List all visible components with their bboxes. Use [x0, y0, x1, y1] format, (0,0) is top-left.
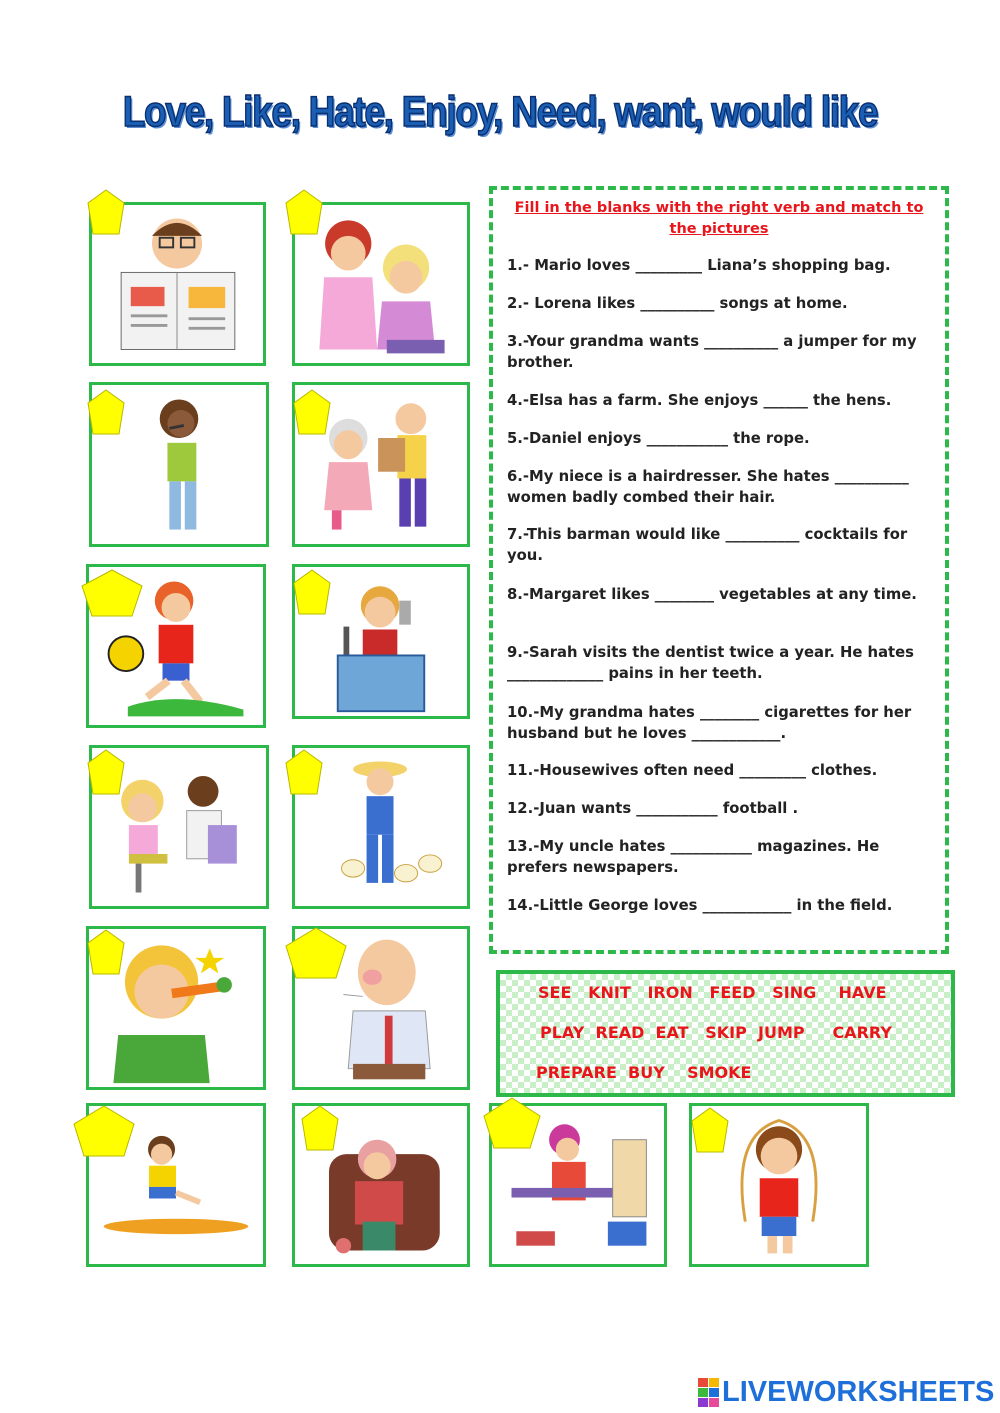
word-bank-line-1: SEE KNIT IRON FEED SING HAVE	[538, 983, 887, 1002]
question-2[interactable]: 2.- Lorena likes __________ songs at home.	[507, 295, 848, 312]
question-9[interactable]: 9.-Sarah visits the dentist twice a year. He hates _____________ pains in her teeth.	[507, 644, 914, 682]
question-7[interactable]: 7.-This barman would like __________ cocktails for you.	[507, 526, 908, 564]
question-12[interactable]: 12.-Juan wants ___________ football .	[507, 800, 799, 817]
answer-marker-12[interactable]	[300, 1104, 340, 1154]
question-4[interactable]: 4.-Elsa has a farm. She enjoys ______ the hens.	[507, 392, 892, 409]
answer-marker-8[interactable]	[284, 748, 324, 798]
answer-marker-1[interactable]	[86, 188, 126, 238]
answer-marker-7[interactable]	[86, 748, 126, 798]
question-1[interactable]: 1.- Mario loves _________ Liana’s shopping bag.	[507, 257, 891, 274]
liveworksheets-logo-icon	[698, 1378, 720, 1408]
answer-marker-6[interactable]	[292, 568, 332, 618]
question-3[interactable]: 3.-Your grandma wants __________ a jumper for my brother.	[507, 333, 917, 371]
question-14[interactable]: 14.-Little George loves ____________ in the field.	[507, 897, 893, 914]
answer-marker-5[interactable]	[80, 568, 144, 618]
brand-name: LIVEWORKSHEETS	[722, 1376, 995, 1408]
instructions: Fill in the blanks with the right verb and match to the pictures	[514, 200, 924, 237]
question-5[interactable]: 5.-Daniel enjoys ___________ the rope.	[507, 430, 810, 447]
question-8[interactable]: 8.-Margaret likes ________ vegetables at any time.	[507, 586, 917, 603]
question-13[interactable]: 13.-My uncle hates ___________ magazines. He prefers newspapers.	[507, 838, 880, 876]
answer-marker-14[interactable]	[690, 1106, 730, 1156]
answer-marker-9[interactable]	[86, 928, 126, 978]
word-bank-line-2: PLAY READ EAT SKIP JUMP CARRY	[540, 1023, 892, 1042]
question-10[interactable]: 10.-My grandma hates ________ cigarettes for her husband but he loves ____________.	[507, 704, 912, 742]
word-bank-line-3: PREPARE BUY SMOKE	[536, 1063, 752, 1082]
answer-marker-10[interactable]	[284, 926, 348, 980]
answer-marker-11[interactable]	[72, 1104, 136, 1158]
answer-marker-13[interactable]	[482, 1096, 542, 1150]
answer-marker-2[interactable]	[284, 188, 324, 238]
answer-marker-3[interactable]	[86, 388, 126, 438]
question-11[interactable]: 11.-Housewives often need _________ clothes.	[507, 762, 878, 779]
worksheet-title: Love, Like, Hate, Enjoy, Need, want, would like	[122, 88, 878, 136]
question-6[interactable]: 6.-My niece is a hairdresser. She hates __________ women badly combed their hair.	[507, 468, 909, 506]
answer-marker-4[interactable]	[292, 388, 332, 438]
